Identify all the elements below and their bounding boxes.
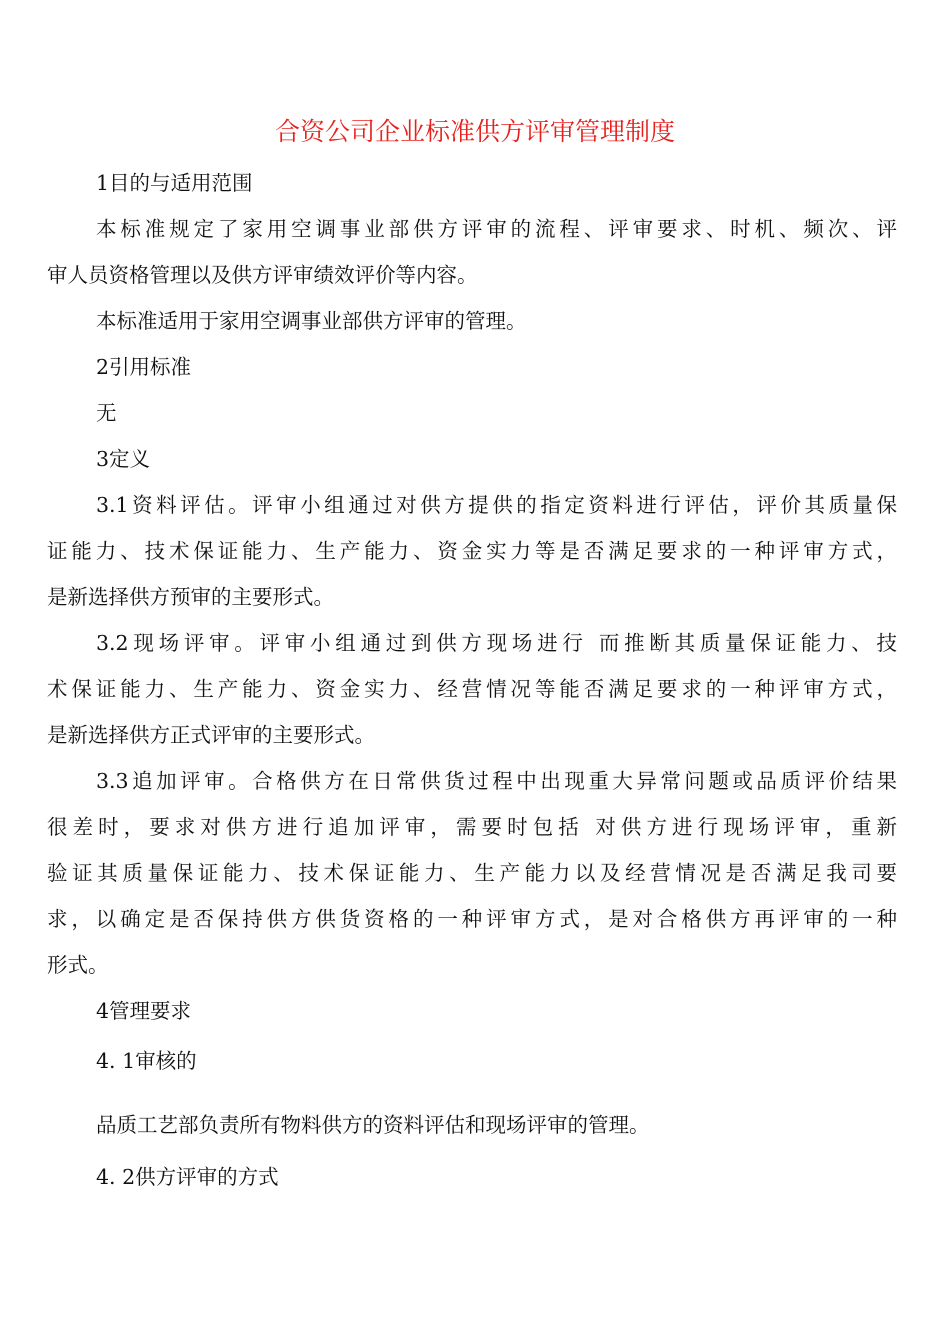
paragraph-line: 求，以确定是否保持供方供货资格的一种评审方式，是对合格供方再评审的一种 <box>47 907 897 931</box>
heading-definitions: 3定义 <box>96 447 151 471</box>
paragraph-line: 审人员资格管理以及供方评审绩效评价等内容。 <box>47 263 478 287</box>
paragraph-line: 无 <box>96 401 117 425</box>
paragraph-line: 证能力、技术保证能力、生产能力、资金实力等是否满足要求的一种评审方式， <box>47 539 897 563</box>
heading-4-1: 4. 1审核的 <box>96 1049 197 1073</box>
paragraph-line: 是新选择供方正式评审的主要形式。 <box>47 723 375 747</box>
paragraph-line: 3.1资料评估。评审小组通过对供方提供的指定资料进行评估，评价其质量保 <box>96 493 897 517</box>
paragraph-line: 很差时，要求对供方进行追加评审，需要时包括 对供方进行现场评审，重新 <box>47 815 897 839</box>
paragraph-line: 本标准规定了家用空调事业部供方评审的流程、评审要求、时机、频次、评 <box>96 217 897 241</box>
paragraph-line: 本标准适用于家用空调事业部供方评审的管理。 <box>96 309 527 333</box>
heading-purpose-scope: 1目的与适用范围 <box>96 171 253 195</box>
paragraph-line: 验证其质量保证能力、技术保证能力、生产能力以及经营情况是否满足我司要 <box>47 861 897 885</box>
paragraph-line: 3.2现场评审。评审小组通过到供方现场进行 而推断其质量保证能力、技 <box>96 631 897 655</box>
document-title: 合资公司企业标准供方评审管理制度 <box>274 117 675 146</box>
paragraph-line: 术保证能力、生产能力、资金实力、经营情况等能否满足要求的一种评审方式， <box>47 677 897 701</box>
paragraph-line: 3.3追加评审。合格供方在日常供货过程中出现重大异常问题或品质评价结果 <box>96 769 897 793</box>
paragraph-line: 品质工艺部负责所有物料供方的资料评估和现场评审的管理。 <box>96 1113 650 1137</box>
heading-4-2: 4. 2供方评审的方式 <box>96 1165 279 1189</box>
paragraph-line: 形式。 <box>47 953 109 977</box>
heading-references: 2引用标准 <box>96 355 192 379</box>
paragraph-line: 是新选择供方预审的主要形式。 <box>47 585 334 609</box>
heading-management-requirements: 4管理要求 <box>96 999 192 1023</box>
